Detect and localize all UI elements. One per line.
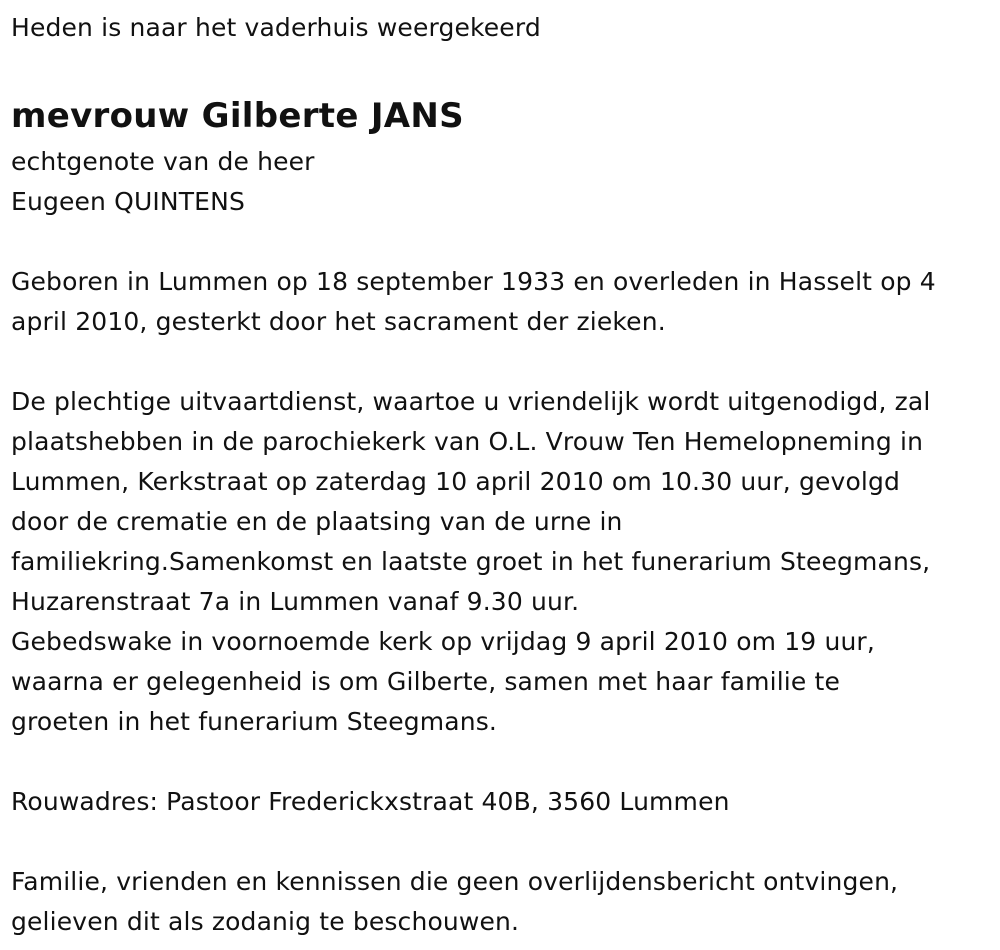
service-line-6: Huzarenstraat 7a in Lummen vanaf 9.30 uur. [11, 587, 580, 616]
mourning-address: Rouwadres: Pastoor Frederickxstraat 40B, 3560 Lummen [11, 787, 730, 816]
service-line-7: Gebedswake in voornoemde kerk op vrijdag 9 april 2010 om 19 uur, [11, 627, 875, 656]
spacer [11, 48, 988, 88]
spouse-line-2: Eugeen QUINTENS [11, 187, 246, 216]
service-line-4: door de crematie en de plaatsing van de urne in [11, 507, 623, 536]
birth-death-line-2: april 2010, gesterkt door het sacrament der zieken. [11, 307, 666, 336]
service-line-1: De plechtige uitvaartdienst, waartoe u vriendelijk wordt uitgenodigd, zal [11, 387, 931, 416]
spouse-line-1: echtgenote van de heer [11, 147, 315, 176]
service-line-8: waarna er gelegenheid is om Gilberte, samen met haar familie te [11, 667, 841, 696]
closing-line-1: Familie, vrienden en kennissen die geen overlijdensbericht ontvingen, [11, 867, 899, 896]
closing-line-2: gelieven dit als zodanig te beschouwen. [11, 907, 520, 936]
service-line-3: Lummen, Kerkstraat op zaterdag 10 april 2010 om 10.30 uur, gevolgd [11, 467, 901, 496]
deceased-name: mevrouw Gilberte JANS [11, 96, 464, 136]
spacer [11, 222, 988, 262]
spacer [11, 342, 988, 382]
service-line-5: familiekring.Samenkomst en laatste groet in het funerarium Steegmans, [11, 547, 931, 576]
spacer [11, 742, 988, 782]
intro-line: Heden is naar het vaderhuis weergekeerd [11, 13, 541, 42]
service-line-2: plaatshebben in de parochiekerk van O.L. Vrouw Ten Hemelopneming in [11, 427, 924, 456]
spacer [11, 822, 988, 862]
birth-death-line-1: Geboren in Lummen op 18 september 1933 en overleden in Hasselt op 4 [11, 267, 936, 296]
service-line-9: groeten in het funerarium Steegmans. [11, 707, 497, 736]
